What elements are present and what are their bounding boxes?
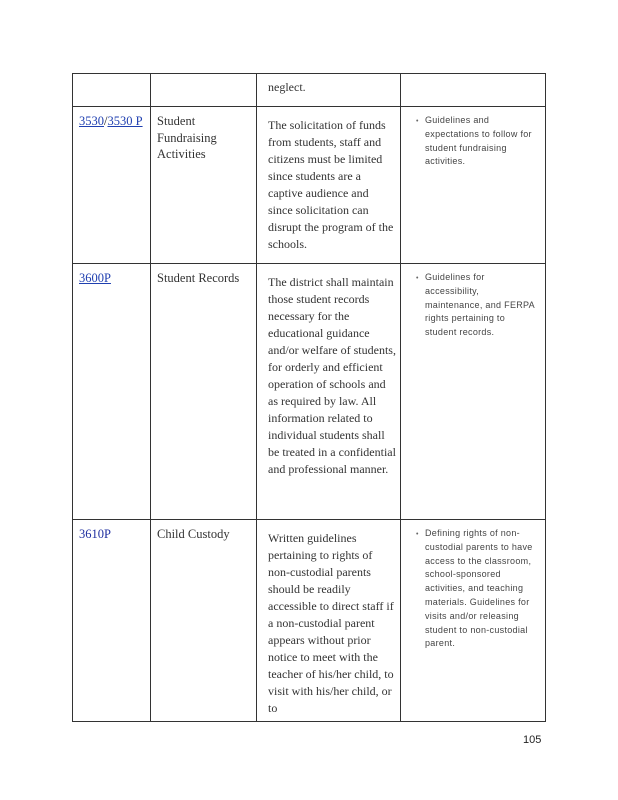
policy-title: Student Records [157, 271, 240, 285]
policy-description-cell [257, 74, 401, 107]
policy-link-3530[interactable]: 3530 [79, 114, 104, 128]
table-row [73, 520, 546, 722]
policy-guidelines-cell [401, 74, 546, 107]
policy-code-cell [73, 520, 151, 722]
policy-title-cell [151, 74, 257, 107]
policy-description-cell [257, 520, 401, 722]
bullet-icon: • [416, 118, 419, 125]
table-row [73, 264, 546, 520]
bullet-icon: • [416, 275, 419, 282]
policy-title-cell [151, 264, 257, 520]
policy-title: Child Custody [157, 527, 230, 541]
policy-code-cell [73, 107, 151, 264]
page-number: 105 [523, 734, 542, 746]
table-row [73, 74, 546, 107]
policy-description: The district shall maintain those student records necessary for the educational guidance and/or welfare of students, for orderly and efficient operation of schools and as required by law. All information related to individual students shall be treated in a confidential and professional manner. [268, 275, 396, 476]
policy-code-cell [73, 74, 151, 107]
policy-guidelines-cell [401, 107, 546, 264]
policy-table [72, 73, 546, 722]
policy-link-3600p[interactable]: 3600P [79, 271, 111, 285]
policy-description: The solicitation of funds from students, staff and citizens must be limited since students are a captive audience and since solicitation can disrupt the program of the schools. [268, 118, 394, 251]
policy-code-3610p: 3610P [79, 527, 111, 541]
policy-guidelines-cell [401, 520, 546, 722]
policy-title-cell [151, 107, 257, 264]
policy-description-cell [257, 264, 401, 520]
policy-title: Student Fundraising Activities [157, 114, 217, 161]
policy-description: neglect. [268, 80, 306, 94]
policy-link-3530p[interactable]: 3530 P [107, 114, 143, 128]
policy-guidelines: Defining rights of non-custodial parents to have access to the classroom, school-sponsored activities, and teaching materials. Guidelines for visits and/or releasing student to non-custodial parent. [425, 528, 533, 649]
policy-guidelines: Guidelines and expectations to follow for student fundraising activities. [425, 115, 532, 167]
policy-guidelines: Guidelines for accessibility, maintenance, and FERPA rights pertaining to student records. [425, 272, 535, 338]
policy-description: Written guidelines pertaining to rights of non-custodial parents should be readily accessible to direct staff if a non-custodial parent appears without prior notice to meet with the teacher of his/her child, to visit with his/her child, or to [268, 531, 394, 715]
policy-title-cell [151, 520, 257, 722]
policy-guidelines-cell [401, 264, 546, 520]
policy-description-cell [257, 107, 401, 264]
bullet-icon: • [416, 531, 419, 538]
policy-code-cell [73, 264, 151, 520]
code-separator: / [104, 114, 108, 128]
table-row [73, 107, 546, 264]
